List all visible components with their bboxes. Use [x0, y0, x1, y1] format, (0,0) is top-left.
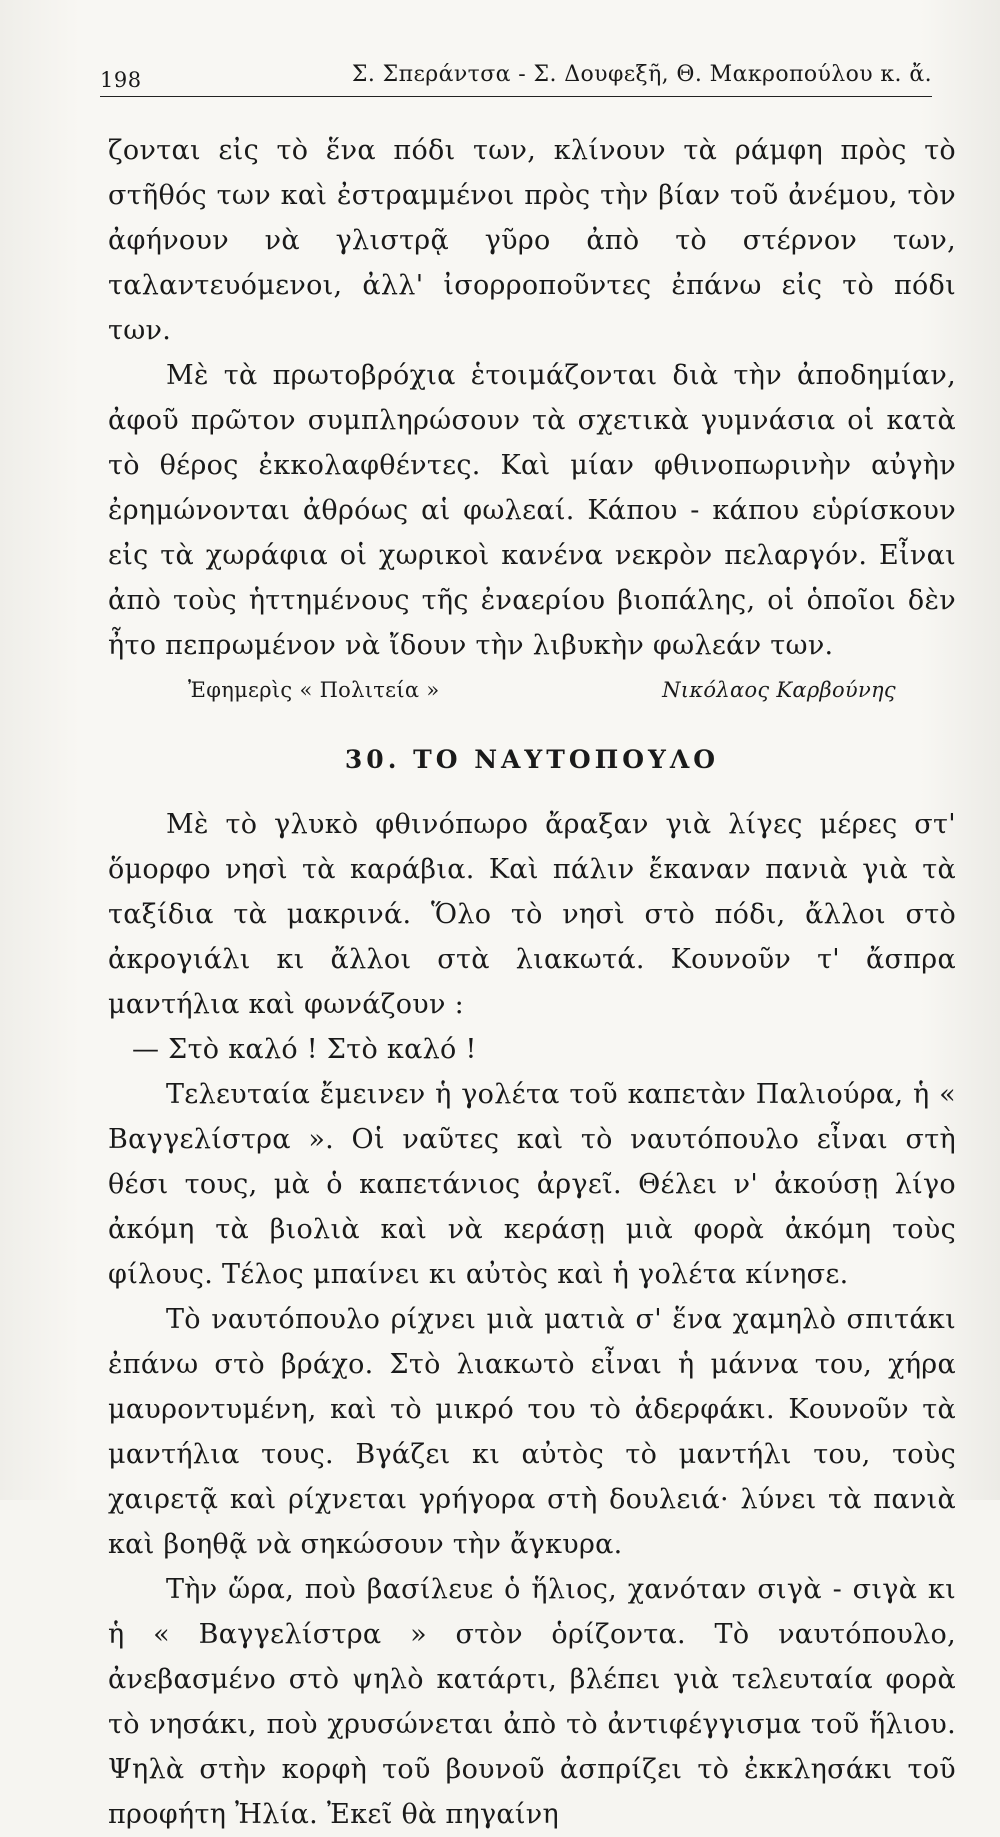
story-title: 30. ΤΟ ΝΑΥΤΟΠΟΥΛΟ	[344, 745, 720, 774]
prior-story-continuation: ζονται εἰς τὸ ἕνα πόδι των, κλίνουν τὰ ράμφη πρὸς τὸ στῆθός των καὶ ἐστραμμένοι πρὸς τὴν βίαν τοῦ ἀνέμου, τὸν ἀφήνουν νὰ γλιστρᾷ γῦρο ἀπὸ τὸ στέρνον των, ταλαντευόμενοι, ἀλλ' ἰσορροποῦντες ἐπάνω εἰς τὸ πόδι των.	[108, 135, 956, 346]
prior-story-paragraph: Μὲ τὰ πρωτοβρόχια ἑτοιμάζονται διὰ τὴν ἀποδημίαν, ἀφοῦ πρῶτον συμπληρώσουν τὰ σχετικὰ γυμνάσια οἱ κατὰ τὸ θέρος ἐκκολαφθέντες. Καὶ μίαν φθινοπωρινὴν αὐγὴν ἐρημώνονται ἀθρόως αἱ φωλεαί. Κάπου - κάπου εὑρίσκουν εἰς τὰ χωράφια οἱ χωρικοὶ κανένα νεκρὸν πελαργόν. Εἶναι ἀπὸ τοὺς ἡττημένους τῆς ἐναερίου βιοπάλης, οἱ ὁποῖοι δὲν ἦτο πεπρωμένον νὰ ἴδουν τὴν λιβυκὴν φωλεάν των.	[108, 360, 956, 661]
page-header	[100, 62, 932, 97]
story-paragraph: Τὴν ὥρα, ποὺ βασίλευε ὁ ἥλιος, χανόταν σιγὰ - σιγὰ κι ἡ « Βαγγελίστρα » στὸν ὁρίζοντα. Τὸ ναυτόπουλο, ἀνεβασμένο στὸ ψηλὸ κατάρτι, βλέπει γιὰ τελευταία φορὰ τὸ νησάκι, ποὺ χρυσώνεται ἀπὸ τὸ ἀντιφέγγισμα τοῦ ἥλιου. Ψηλὰ στὴν κορφὴ τοῦ βουνοῦ ἀσπρίζει τὸ ἐκκλησάκι τοῦ προφήτη Ἠλία. Ἐκεῖ θὰ πηγαίνη	[108, 1574, 956, 1830]
prior-story-credit	[188, 672, 896, 708]
page-body	[108, 128, 956, 1837]
story-paragraph: Τελευταία ἔμεινεν ἡ γολέτα τοῦ καπετὰν Παλιούρα, ἡ « Βαγγελίστρα ». Οἱ ναῦτες καὶ τὸ ναυτόπουλο εἶναι στὴ θέσι τους, μὰ ὁ καπετάνιος ἀργεῖ. Θέλει ν' ἀκούσῃ λίγο ἀκόμη τὰ βιολιὰ καὶ νὰ κεράσῃ μιὰ φορὰ ἀκόμη τοὺς φίλους. Τέλος μπαίνει κι αὐτὸς καὶ ἡ γολέτα κίνησε.	[108, 1079, 956, 1290]
story-paragraph: Τὸ ναυτόπουλο ρίχνει μιὰ ματιὰ σ' ἕνα χαμηλὸ σπιτάκι ἐπάνω στὸ βράχο. Στὸ λιακωτὸ εἶναι ἡ μάννα του, χήρα μαυροντυμένη, καὶ τὸ μικρό του τὸ ἀδερφάκι. Κουνοῦν τὰ μαντήλια τους. Βγάζει κι αὐτὸς τὸ μαντήλι του, τοὺς χαιρετᾷ καὶ ρίχνεται γρήγορα στὴ δουλειά· λύνει τὰ πανιὰ καὶ βοηθᾷ νὰ σηκώσουν τὴν ἄγκυρα.	[108, 1304, 956, 1560]
page-number: 198	[100, 68, 142, 92]
story-dialogue: — Στὸ καλό ! Στὸ καλό !	[132, 1034, 477, 1065]
credit-author: Νικόλαος Καρβούνης	[662, 678, 896, 702]
story-paragraph: Μὲ τὸ γλυκὸ φθινόπωρο ἄραξαν γιὰ λίγες μέρες στ' ὅμορφο νησὶ τὰ καράβια. Καὶ πάλιν ἔκαναν πανιὰ γιὰ τὰ ταξίδια τὰ μακρινά. Ὅλο τὸ νησὶ στὸ πόδι, ἄλλοι στὸ ἀκρογιάλι κι ἄλλοι στὰ λιακωτά. Κουνοῦν τ' ἄσπρα μαντήλια καὶ φωνάζουν :	[108, 809, 956, 1020]
running-head: Σ. Σπεράντσα - Σ. Δουφεξῆ, Θ. Μακροπούλου κ. ἄ.	[351, 62, 932, 87]
credit-source: Ἐφημερὶς « Πολιτεία »	[188, 678, 440, 702]
